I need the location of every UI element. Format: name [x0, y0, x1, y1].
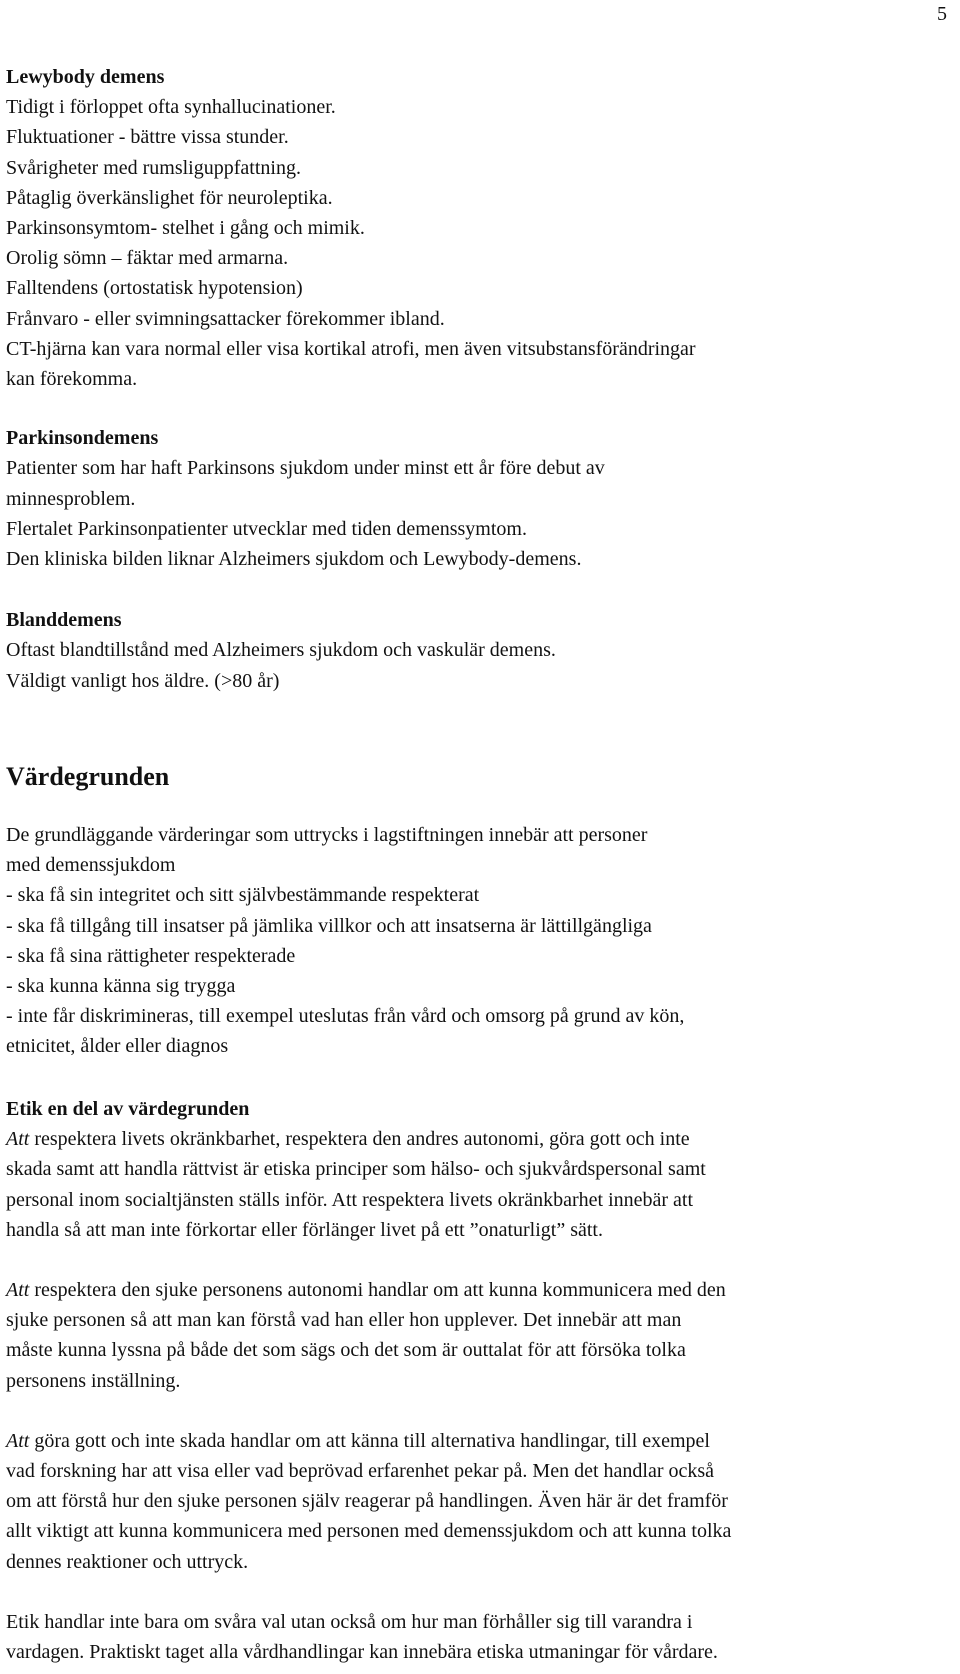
vardegrunden-line: - inte får diskrimineras, till exempel uteslutas från vård och omsorg på grund av kön,	[6, 1005, 685, 1028]
etik-p2-line: måste kunna lyssna på både det som sägs och det som är outtalat för att försöka tolka	[6, 1339, 686, 1362]
vardegrunden-heading: Värdegrunden	[6, 762, 170, 791]
etik-p2-line-text: respektera den sjuke personens autonomi handlar om att kunna kommunicera med den	[29, 1279, 726, 1302]
lewybody-line: Fluktuationer - bättre vissa stunder.	[6, 126, 289, 149]
etik-p1-line-text: respektera livets okränkbarhet, respektera den andres autonomi, göra gott och inte	[29, 1128, 690, 1151]
etik-p3-line: vad forskning har att visa eller vad beprövad erfarenhet pekar på. Men det handlar också	[6, 1460, 715, 1483]
etik-p4-line: vardagen. Praktiskt taget alla vårdhandlingar kan innebära etiska utmaningar för vårdare.	[6, 1641, 718, 1664]
parkinson-line: Flertalet Parkinsonpatienter utvecklar med tiden demenssymtom.	[6, 517, 527, 540]
lewybody-line: Tidigt i förloppet ofta synhallucinationer.	[6, 96, 336, 119]
etik-p2-line: personens inställning.	[6, 1369, 181, 1392]
lewybody-line: CT-hjärna kan vara normal eller visa kortikal atrofi, men även vitsubstansförändringar	[6, 337, 696, 360]
etik-paragraph-2	[6, 1275, 941, 1396]
vardegrunden-line: De grundläggande värderingar som uttrycks i lagstiftningen innebär att personer	[6, 824, 648, 846]
etik-p2-line: sjuke personen så att man kan förstå vad han eller hon upplever. Det innebär att man	[6, 1309, 682, 1332]
vardegrunden-line: - ska få sin integritet och sitt självbestämmande respekterat	[6, 884, 480, 907]
etik-p3-line: dennes reaktioner och uttryck.	[6, 1550, 249, 1573]
lewybody-line: kan förekomma.	[6, 368, 138, 391]
lewybody-section	[6, 62, 941, 394]
vardegrunden-line: med demenssjukdom	[6, 854, 176, 877]
etik-p1-line: handla så att man inte förkortar eller förlänger livet på ett ”onaturligt” sätt.	[6, 1218, 603, 1241]
blanddemens-line: Oftast blandtillstånd med Alzheimers sjukdom och vaskulär demens.	[6, 639, 556, 662]
etik-p3-line	[6, 1426, 941, 1456]
etik-p3-line: allt viktigt att kunna kommunicera med personen med demenssjukdom och att kunna tolka	[6, 1520, 732, 1543]
lewybody-line: Svårigheter med rumsliguppfattning.	[6, 156, 301, 179]
parkinson-title: Parkinsondemens	[6, 427, 159, 450]
parkinson-line: minnesproblem.	[6, 487, 136, 510]
lewybody-line: Frånvaro - eller svimningsattacker förekommer ibland.	[6, 307, 445, 330]
parkinson-line: Patienter som har haft Parkinsons sjukdom under minst ett år före debut av	[6, 457, 605, 480]
etik-p2-lead: Att	[6, 1279, 30, 1302]
etik-p2-line	[6, 1275, 941, 1305]
parkinson-section	[6, 423, 941, 574]
etik-title: Etik en del av värdegrunden	[6, 1098, 250, 1120]
vardegrunden-section	[6, 820, 941, 1062]
blanddemens-section	[6, 605, 941, 696]
etik-p1-line: skada samt att handla rättvist är etiska principer som hälso- och sjukvårdspersonal samt	[6, 1158, 706, 1181]
vardegrunden-line: - ska kunna känna sig trygga	[6, 975, 236, 998]
vardegrunden-line: etnicitet, ålder eller diagnos	[6, 1035, 229, 1058]
parkinson-line: Den kliniska bilden liknar Alzheimers sjukdom och Lewybody-demens.	[6, 548, 582, 571]
blanddemens-line: Väldigt vanligt hos äldre. (>80 år)	[6, 669, 280, 692]
lewybody-line: Påtaglig överkänslighet för neuroleptika.	[6, 186, 333, 209]
etik-p4-line: Etik handlar inte bara om svåra val utan också om hur man förhåller sig till varandra i	[6, 1610, 693, 1633]
etik-paragraph-1	[6, 1124, 941, 1245]
blanddemens-title: Blanddemens	[6, 609, 122, 632]
etik-p1-line: personal inom socialtjänsten ställs inför. Att respektera livets okränkbarhet innebär att	[6, 1188, 694, 1211]
vardegrunden-line: - ska få sina rättigheter respekterade	[6, 944, 296, 967]
page-number: 5	[937, 3, 947, 25]
vardegrunden-line: - ska få tillgång till insatser på jämlika villkor och att insatserna är lättillgängliga	[6, 914, 652, 937]
etik-paragraph-3	[6, 1426, 941, 1577]
lewybody-line: Falltendens (ortostatisk hypotension)	[6, 277, 303, 300]
lewybody-line: Orolig sömn – fäktar med armarna.	[6, 247, 289, 270]
lewybody-title: Lewybody demens	[6, 66, 165, 88]
dementia-types-section	[6, 62, 941, 696]
etik-section	[6, 1094, 941, 1667]
etik-p3-line-text: göra gott och inte skada handlar om att känna till alternativa handlingar, till exempel	[29, 1429, 710, 1452]
etik-p3-line: om att förstå hur den sjuke personen själv reagerar på handlingen. Även här är det framför	[6, 1490, 728, 1513]
etik-p3-lead: Att	[6, 1429, 30, 1452]
lewybody-line: Parkinsonsymtom- stelhet i gång och mimik.	[6, 217, 365, 240]
etik-p1-line	[6, 1124, 941, 1154]
etik-paragraph-4	[6, 1607, 941, 1667]
etik-p1-lead: Att	[6, 1128, 30, 1151]
